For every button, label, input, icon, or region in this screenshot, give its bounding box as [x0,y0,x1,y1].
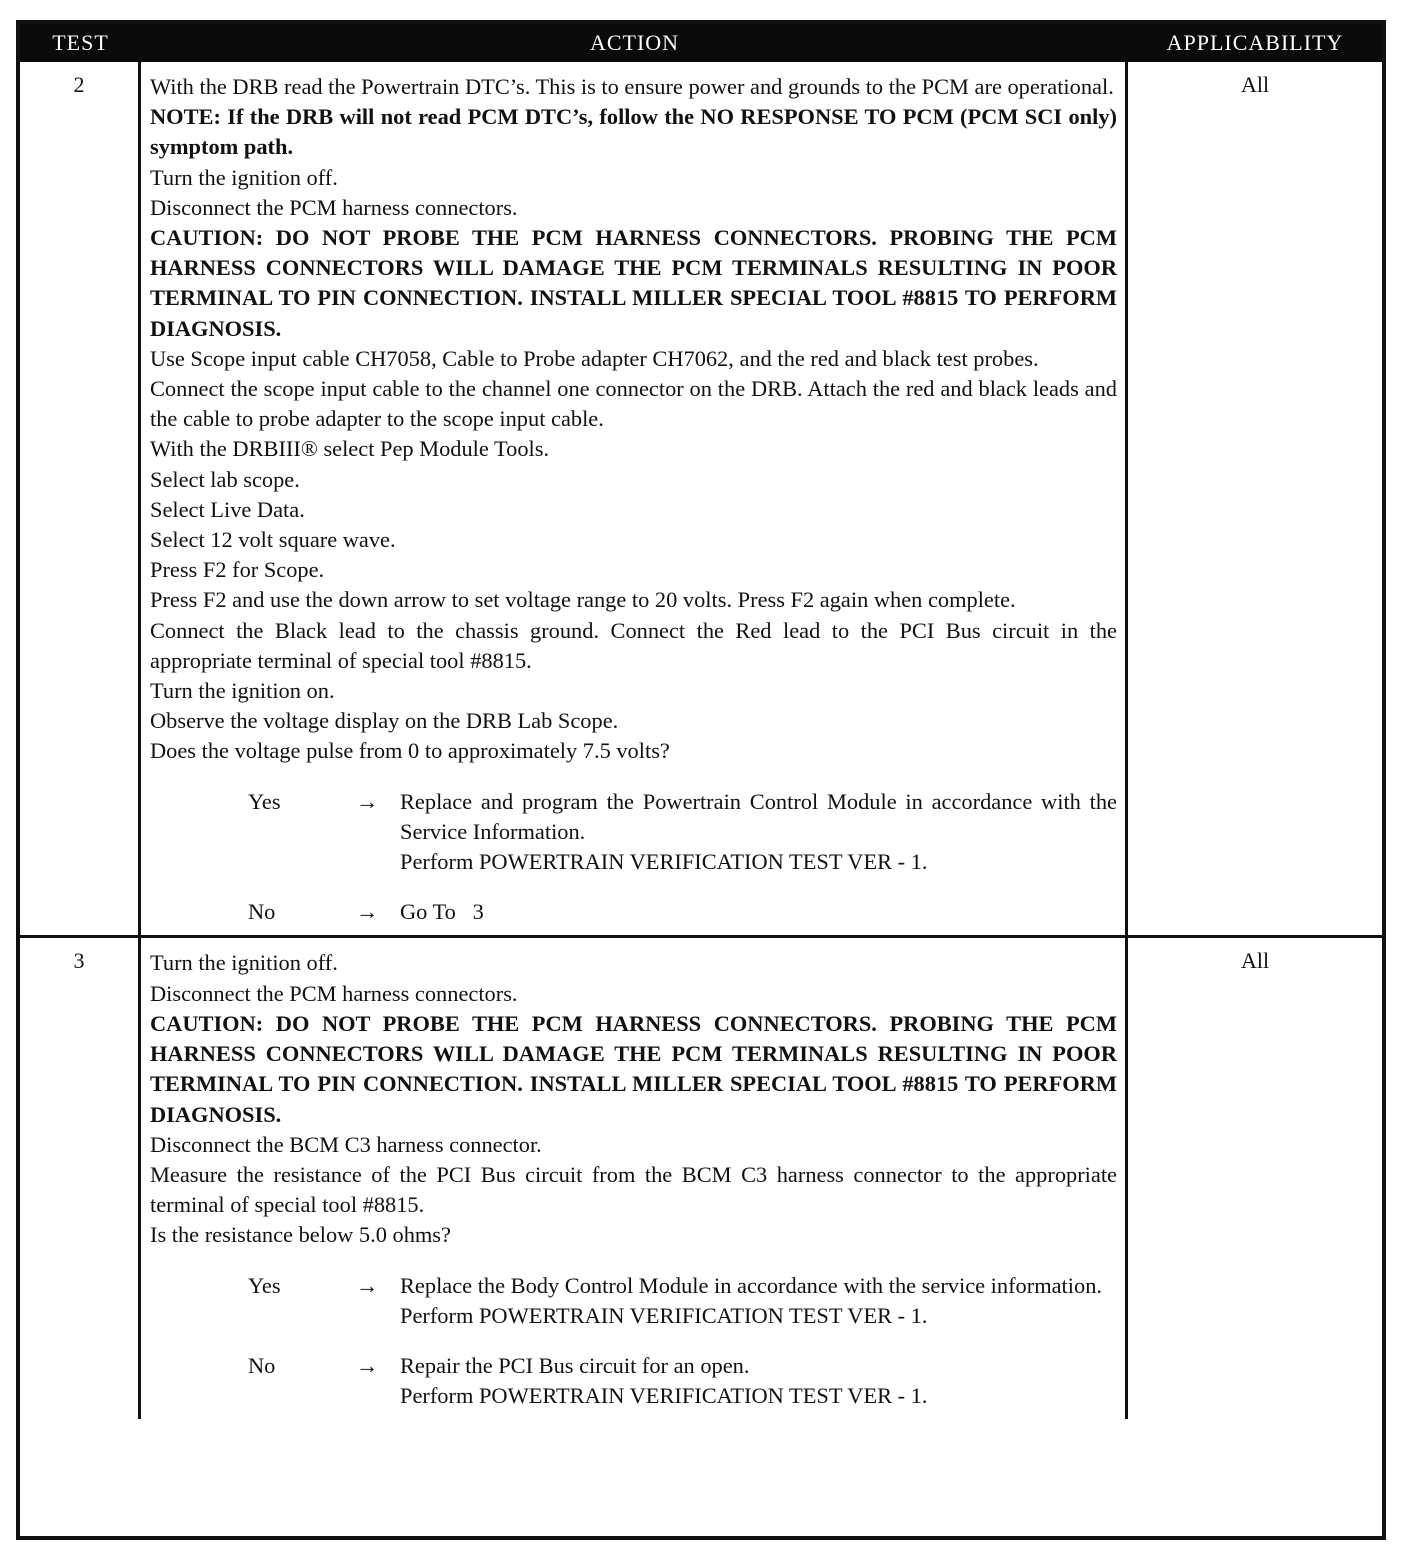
action-steps [150,948,1117,1250]
outcome-result [400,1271,1117,1331]
action-step: Connect the Black lead to the chassis ground. Connect the Red lead to the PCI Bus circuit in the appropriate terminal of special tool #8815. [150,617,1117,673]
action-step: Press F2 for Scope. [150,557,325,583]
table-header [20,24,1382,62]
action-cell [141,938,1128,1419]
action-step: Turn the ignition on. [150,678,335,704]
outcome-line: Replace the Body Control Module in accordance with the service information. [400,1272,1102,1298]
header-action: ACTION [589,30,680,55]
outcome-yes [150,787,1123,878]
applicability-cell: All [1240,948,1270,974]
outcome-no [150,897,1117,927]
outcomes [150,787,1123,928]
outcome-line: Perform POWERTRAIN VERIFICATION TEST VER - 1. [400,849,928,875]
arrow-right-icon: → [356,788,379,814]
warning-note: NOTE: If the DRB will not read PCM DTC’s, follow the NO RESPONSE TO PCM (PCM SCI only) symptom path. [150,104,1117,160]
outcome-label: No [248,1352,276,1378]
diagnostic-table [16,20,1386,1540]
test-row-2 [20,62,1382,935]
action-step: Observe the voltage display on the DRB Lab Scope. [150,708,619,734]
action-step: Disconnect the PCM harness connectors. [150,980,518,1006]
test-row-3 [20,935,1382,1419]
arrow-right-icon: → [356,1272,379,1298]
outcome-result [400,1351,1117,1411]
outcome-result [400,897,1117,927]
action-step: Select 12 volt square wave. [150,527,396,553]
arrow-right-icon: → [356,899,379,925]
outcome-label: No [248,899,276,925]
outcome-line: Perform POWERTRAIN VERIFICATION TEST VER - 1. [400,1383,928,1409]
action-step: With the DRBIII® select Pep Module Tools. [150,436,550,462]
action-step: Disconnect the BCM C3 harness connector. [150,1131,542,1157]
action-step: Select lab scope. [150,466,300,492]
outcomes [150,1271,1117,1412]
warning-note: CAUTION: DO NOT PROBE THE PCM HARNESS CONNECTORS. PROBING THE PCM HARNESS CONNECTORS WILL DAMAGE THE PCM TERMINALS RESULTING IN POOR TERMINAL TO PIN CONNECTION. INSTALL MILLER SPECIAL TOOL #8815 TO PERFORM DIAGNOSIS. [150,1010,1117,1127]
header-test: TEST [52,30,109,55]
action-step: Turn the ignition off. [150,164,338,190]
warning-note: CAUTION: DO NOT PROBE THE PCM HARNESS CONNECTORS. PROBING THE PCM HARNESS CONNECTORS WILL DAMAGE THE PCM TERMINALS RESULTING IN POOR TERMINAL TO PIN CONNECTION. INSTALL MILLER SPECIAL TOOL #8815 TO PERFORM DIAGNOSIS. [150,225,1117,341]
action-step: Measure the resistance of the PCI Bus circuit from the BCM C3 harness connector to the appropriate terminal of special tool #8815. [150,1161,1117,1218]
arrow-right-icon: → [356,1352,379,1378]
outcome-no [150,1351,1117,1411]
action-step: Connect the scope input cable to the channel one connector on the DRB. Attach the red and black leads and the cable to probe adapter to the scope input cable. [150,376,1117,432]
action-step: Is the resistance below 5.0 ohms? [150,1222,451,1248]
test-number: 3 [20,938,141,1419]
outcome-line: Replace and program the Powertrain Control Module in accordance with the Service Information. [400,788,1123,844]
outcome-result [400,787,1123,878]
applicability-cell: All [1240,72,1270,97]
action-step: With the DRB read the Powertrain DTC’s. This is to ensure power and grounds to the PCM are operational. [150,74,1114,99]
action-step: Select Live Data. [150,496,305,522]
outcome-line: Go To 3 [400,899,484,925]
action-cell [141,62,1128,935]
action-step: Use Scope input cable CH7058, Cable to Probe adapter CH7062, and the red and black test probes. [150,345,1039,371]
action-steps [150,72,1117,767]
action-step: Press F2 and use the down arrow to set voltage range to 20 volts. Press F2 again when complete. [150,587,1016,613]
test-number: 2 [20,62,141,935]
action-step: Does the voltage pulse from 0 to approximately 7.5 volts? [150,738,670,764]
outcome-line: Perform POWERTRAIN VERIFICATION TEST VER - 1. [400,1302,928,1328]
action-step: Turn the ignition off. [150,950,338,976]
header-applicability: APPLICABILITY [1166,30,1344,55]
outcome-line: Repair the PCI Bus circuit for an open. [400,1352,750,1378]
outcome-label: Yes [248,788,281,814]
outcome-label: Yes [248,1272,281,1298]
outcome-yes [150,1271,1117,1331]
action-step: Disconnect the PCM harness connectors. [150,194,518,220]
